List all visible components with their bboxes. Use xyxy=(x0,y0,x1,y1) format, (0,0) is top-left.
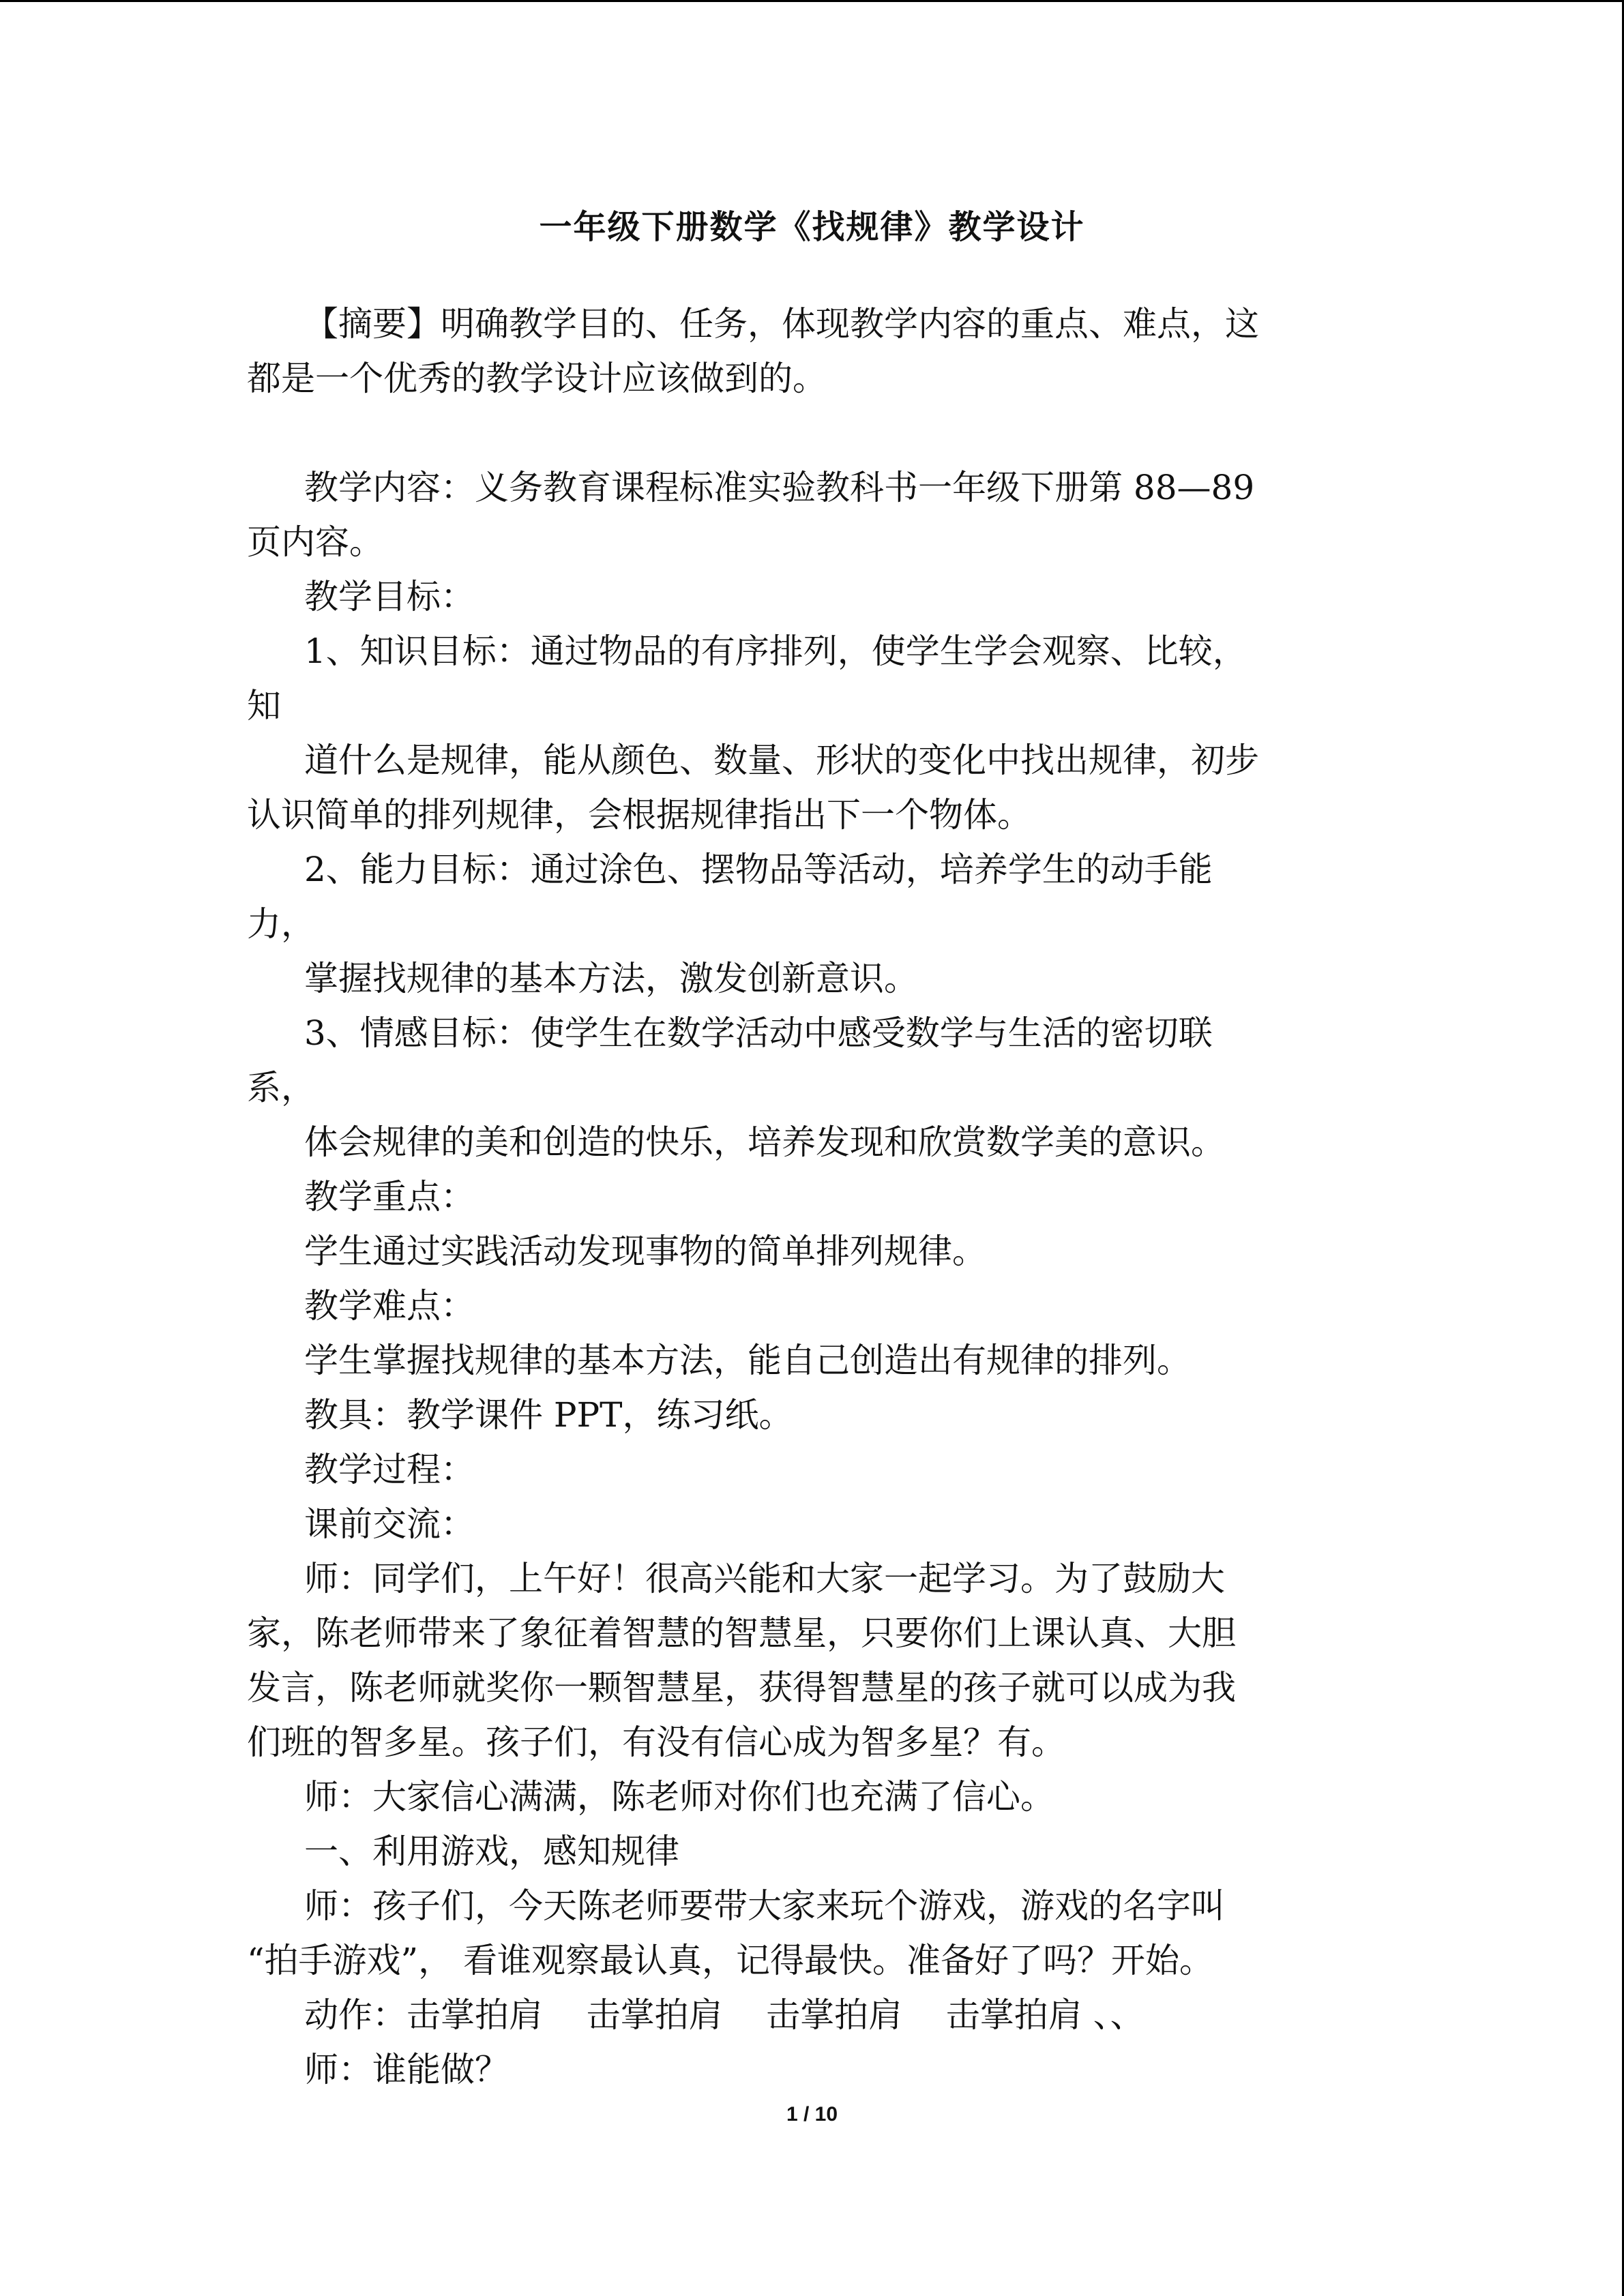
section-heading: 一、利用游戏，感知规律 xyxy=(304,1832,679,1871)
objective-line: 系， xyxy=(247,1068,315,1107)
page-number: 1 / 10 xyxy=(786,2103,838,2126)
objective-line: 体会规律的美和创造的快乐，培养发现和欣赏数学美的意识。 xyxy=(304,1122,1225,1162)
section-heading: 教学重点： xyxy=(304,1177,475,1217)
dialogue-line: 师：大家信心满满，陈老师对你们也充满了信心。 xyxy=(304,1777,1054,1817)
abstract-line: 都是一个优秀的教学设计应该做到的。 xyxy=(247,359,827,398)
body-line: 学生通过实践活动发现事物的简单排列规律。 xyxy=(304,1232,986,1271)
objective-line: 认识简单的排列规律，会根据规律指出下一个物体。 xyxy=(247,795,1031,835)
section-heading: 教学目标： xyxy=(304,577,475,616)
document-title: 一年级下册数学《找规律》教学设计 xyxy=(539,208,1085,246)
objective-line: 道什么是规律，能从颜色、数量、形状的变化中找出规律，初步 xyxy=(304,741,1259,780)
content-line: 页内容。 xyxy=(247,522,383,562)
body-line: 学生掌握找规律的基本方法，能自己创造出有规律的排列。 xyxy=(304,1341,1191,1380)
dialogue-line: 发言，陈老师就奖你一颗智慧星，获得智慧星的孩子就可以成为我 xyxy=(247,1668,1236,1708)
dialogue-line: 家，陈老师带来了象征着智慧的智慧星，只要你们上课认真、大胆 xyxy=(247,1613,1236,1653)
document-body xyxy=(247,297,1379,2097)
dialogue-line: 们班的智多星。孩子们，有没有信心成为智多星？有。 xyxy=(247,1723,1065,1762)
objective-line: 掌握找规律的基本方法，激发创新意识。 xyxy=(304,959,918,998)
dialogue-line: “拍手游戏”， 看谁观察最认真，记得最快。准备好了吗？开始。 xyxy=(247,1941,1214,1980)
abstract-line: 【摘要】明确教学目的、任务，体现教学内容的重点、难点，这 xyxy=(304,304,1259,344)
content-line: 教学内容：义务教育课程标准实验教科书一年级下册第 88—89 xyxy=(304,468,1255,507)
objective-line: 知 xyxy=(247,686,281,726)
objective-line: 3、情感目标：使学生在数学活动中感受数学与生活的密切联 xyxy=(304,1013,1213,1053)
dialogue-line: 师：谁能做？ xyxy=(304,2050,509,2089)
section-heading: 教学过程： xyxy=(304,1450,475,1489)
dialogue-line: 师：孩子们，今天陈老师要带大家来玩个游戏，游戏的名字叫 xyxy=(304,1886,1225,1926)
section-heading: 课前交流： xyxy=(304,1504,475,1544)
dialogue-line: 师：同学们，上午好！很高兴能和大家一起学习。为了鼓励大 xyxy=(304,1559,1225,1598)
objective-line: 1、知识目标：通过物品的有序排列，使学生学会观察、比较， xyxy=(304,631,1247,671)
section-heading: 教学难点： xyxy=(304,1286,475,1326)
objective-line: 2、能力目标：通过涂色、摆物品等活动，培养学生的动手能 xyxy=(304,850,1213,889)
paragraph-gap xyxy=(247,406,1379,460)
body-line: 教具：教学课件 PPT，练习纸。 xyxy=(304,1395,793,1435)
objective-line: 力， xyxy=(247,904,315,944)
action-line: 动作：击掌拍肩 击掌拍肩 击掌拍肩 击掌拍肩 、、 xyxy=(304,1995,1145,2035)
